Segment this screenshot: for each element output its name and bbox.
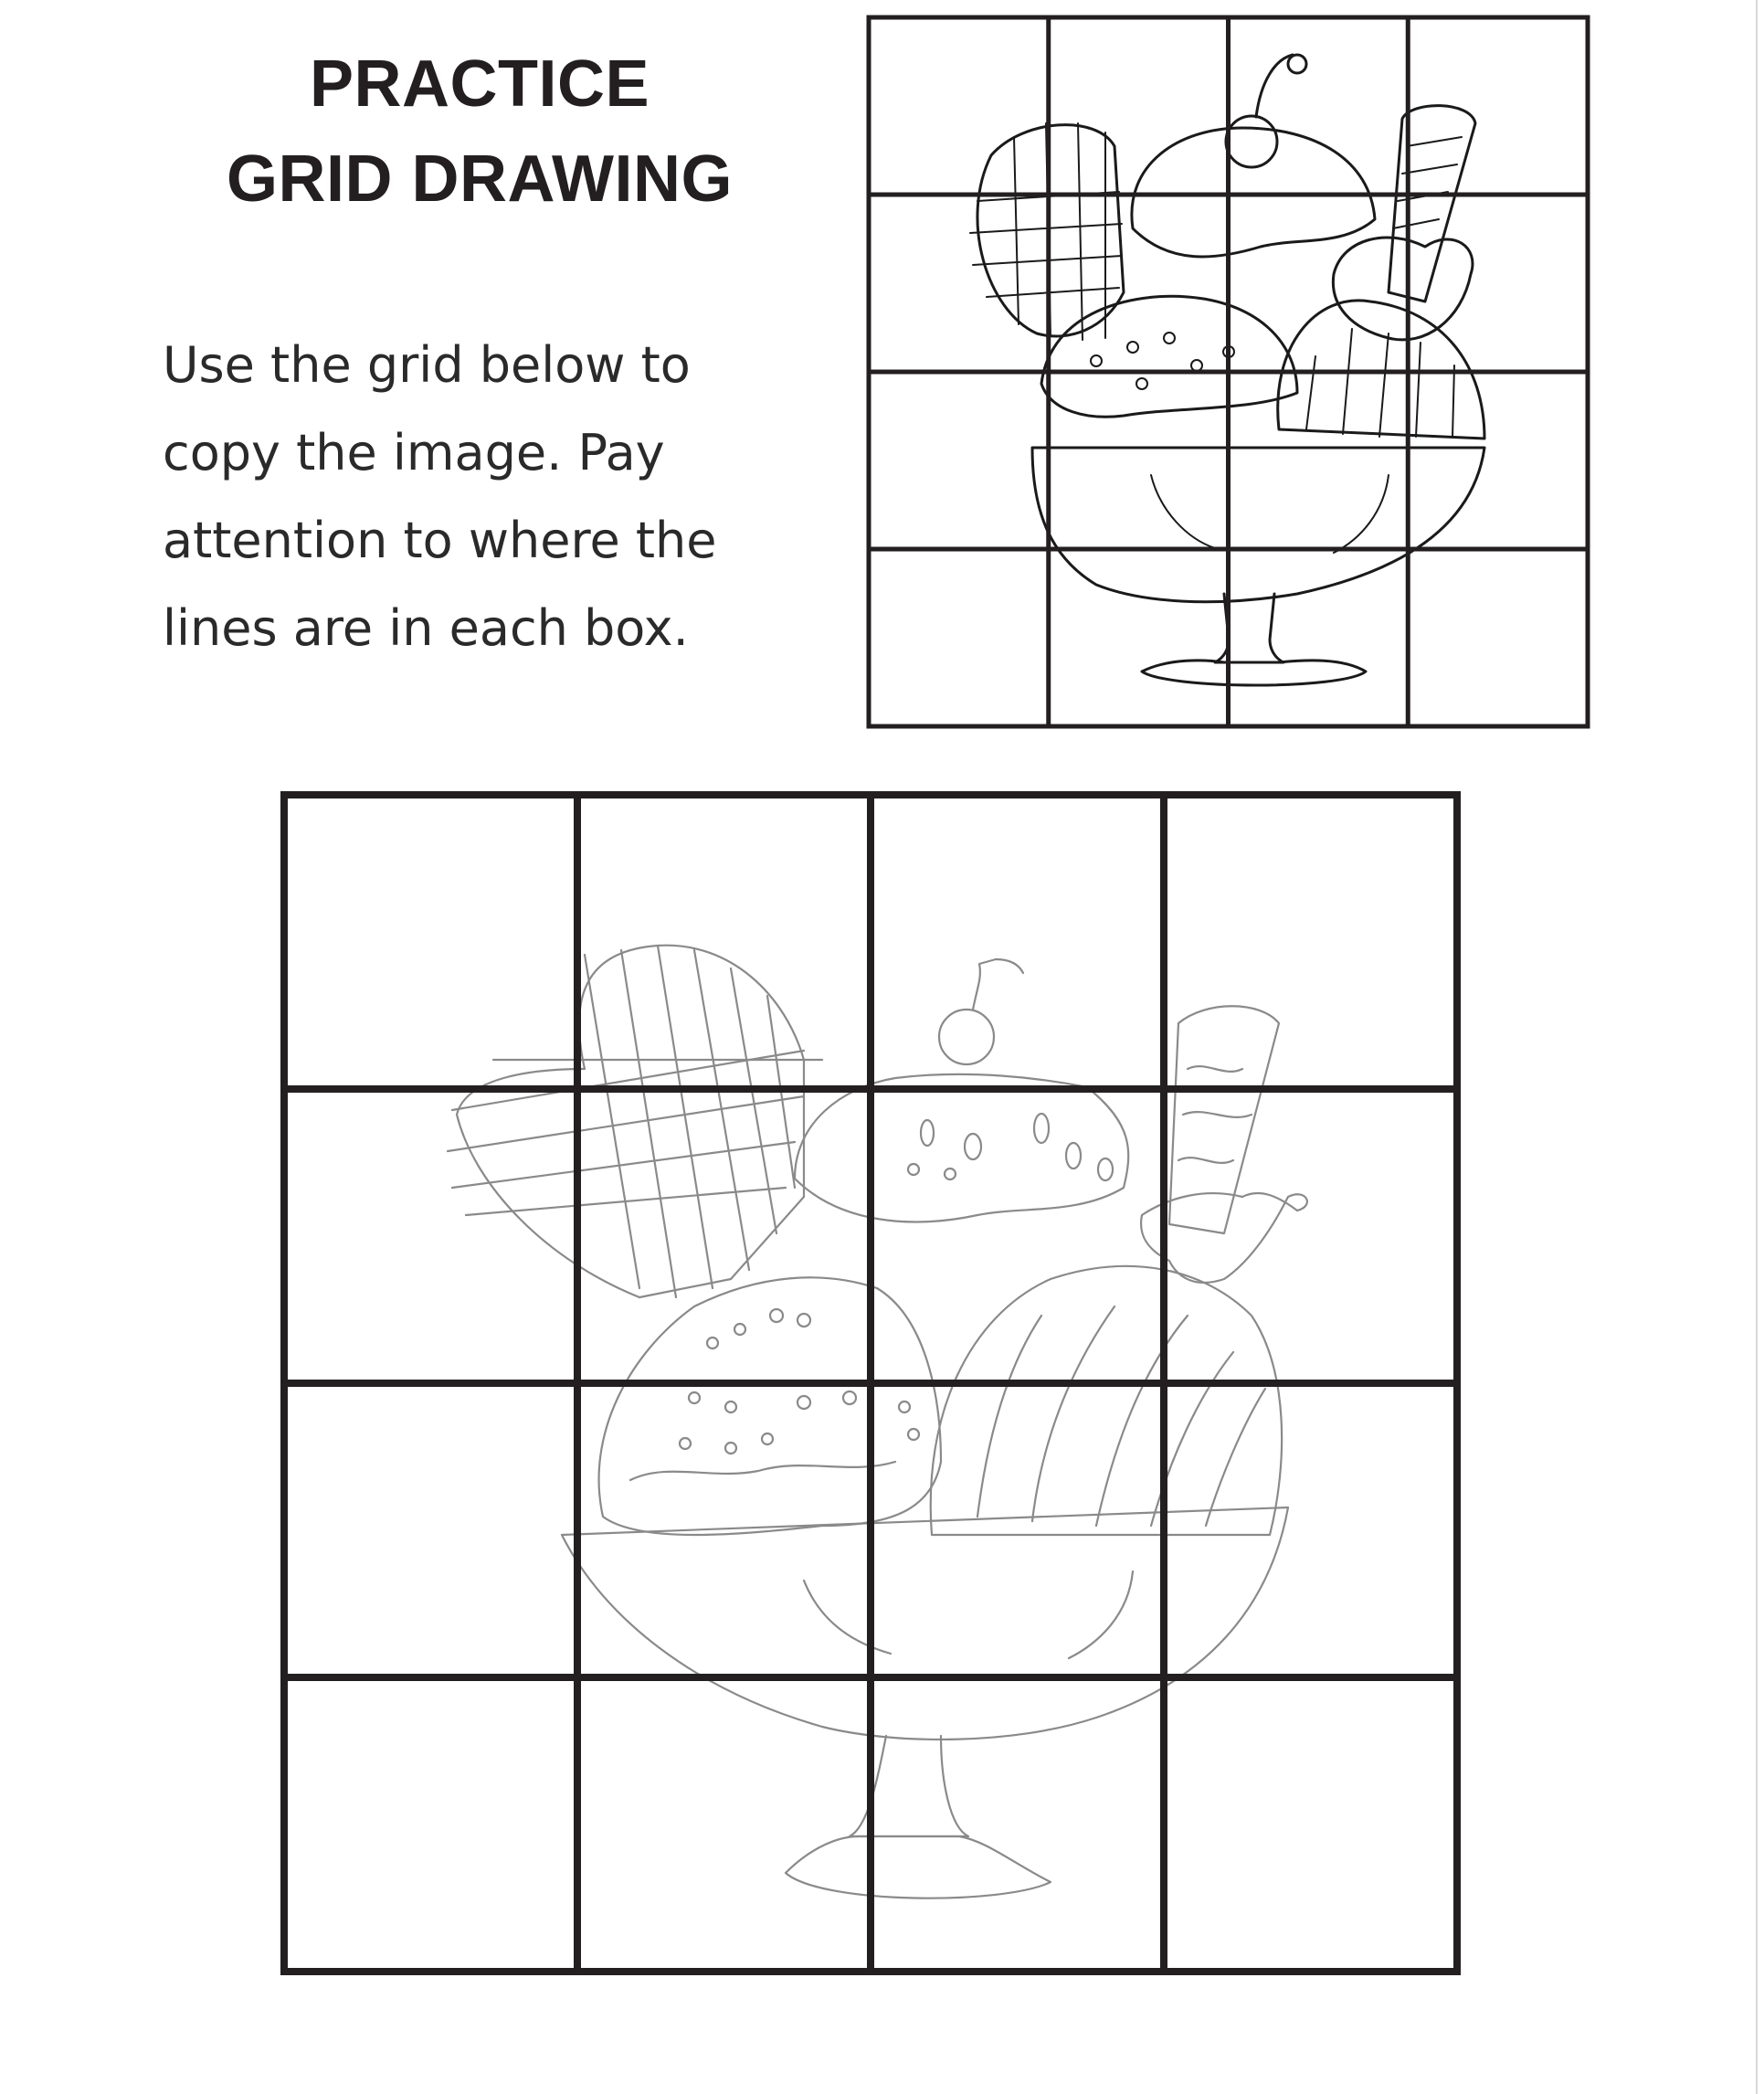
title-line-practice: PRACTICE — [309, 48, 650, 121]
instructions-text: Use the grid below to copy the image. Pay attention to where the lines are in each box. — [163, 336, 717, 657]
reference-grid-lines — [869, 17, 1588, 726]
reference-grid — [869, 17, 1588, 726]
practice-grid-lines — [284, 795, 1457, 1972]
title-line-grid-drawing: GRID DRAWING — [227, 143, 733, 216]
practice-grid — [284, 795, 1457, 1972]
